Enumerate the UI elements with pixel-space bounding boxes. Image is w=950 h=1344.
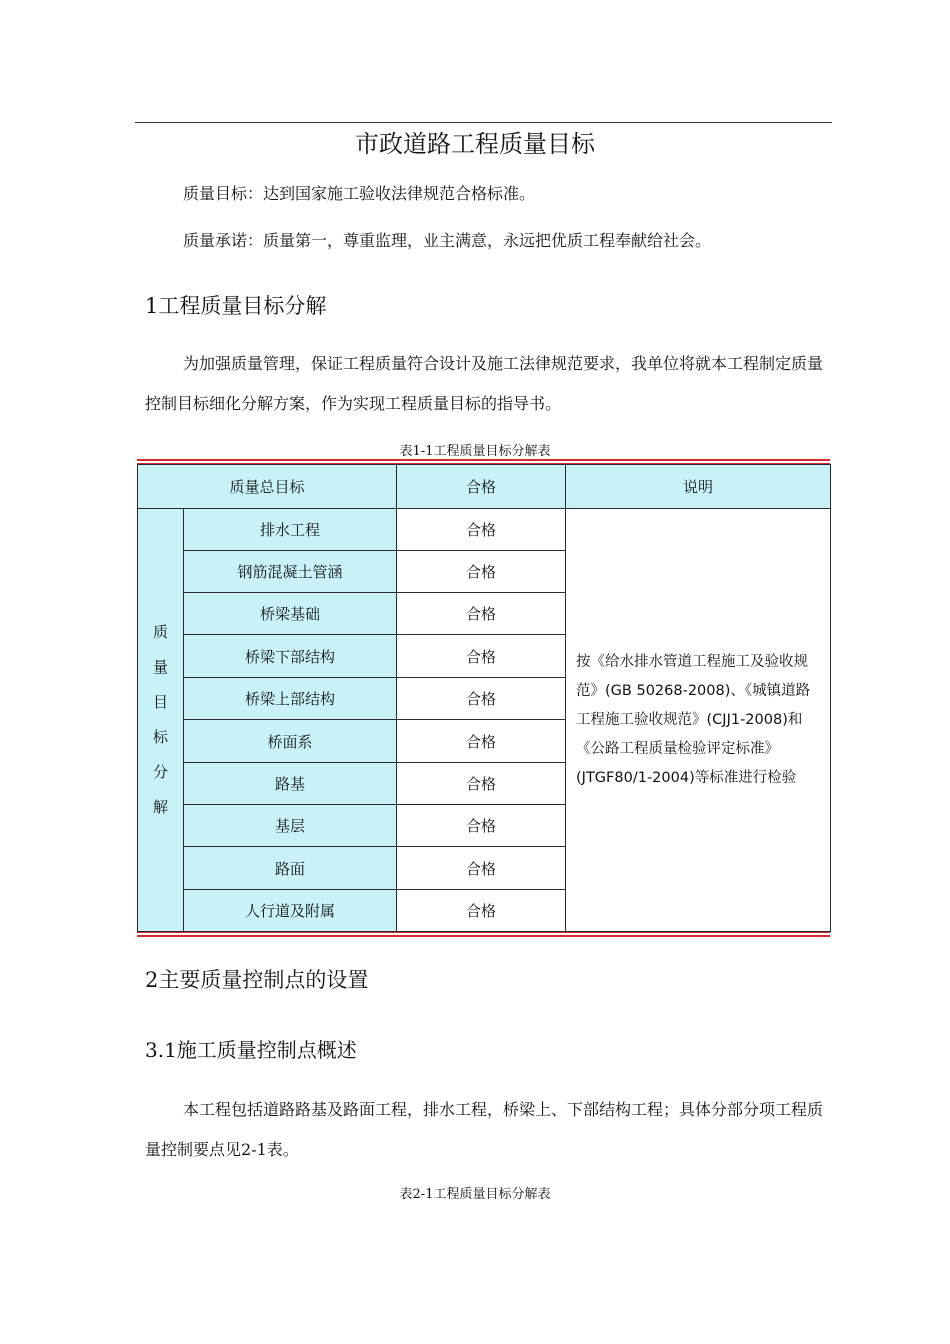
row-item: 基层 bbox=[184, 805, 397, 847]
quality-promise-text: 质量承诺：质量第一，尊重监理，业主满意，永远把优质工程奉献给社会。 bbox=[183, 231, 712, 250]
side-char: 目 bbox=[152, 693, 168, 711]
quality-target-table bbox=[137, 459, 830, 937]
row-result: 合格 bbox=[397, 593, 566, 635]
quality-goal-text: 质量目标：达到国家施工验收法律规范合格标准。 bbox=[183, 184, 536, 203]
table1-caption: 表1-1工程质量目标分解表 bbox=[399, 444, 551, 459]
table1-grid bbox=[137, 464, 831, 932]
row-result: 合格 bbox=[397, 678, 566, 720]
row-item: 桥面系 bbox=[184, 720, 397, 763]
side-char: 量 bbox=[152, 658, 168, 676]
side-char: 质 bbox=[152, 623, 168, 641]
table-bottom-rule bbox=[137, 932, 830, 937]
row-result: 合格 bbox=[397, 890, 566, 932]
section1-paragraph: 为加强质量管理，保证工程质量符合设计及施工法律规范要求，我单位将就本工程制定质量控制目标细化分解方案，作为实现工程质量目标的指导书。 bbox=[145, 354, 824, 413]
header-total-goal: 质量总目标 bbox=[138, 465, 397, 509]
standards-note: 按《给水排水管道工程施工及验收规范》(GB 50268-2008)、《城镇道路工程施工验收规范》(CJJ1-2008)和《公路工程质量检验评定标准》(JTGF80/1-2004)等标准进行检验 bbox=[566, 509, 831, 932]
row-item: 人行道及附属 bbox=[184, 890, 397, 932]
header-rule bbox=[135, 122, 832, 123]
row-result: 合格 bbox=[397, 763, 566, 805]
row-result: 合格 bbox=[397, 551, 566, 593]
row-result: 合格 bbox=[397, 509, 566, 551]
side-char: 分 bbox=[152, 763, 168, 781]
row-result: 合格 bbox=[397, 635, 566, 678]
side-char: 解 bbox=[152, 798, 168, 816]
section3-1-heading: 3.1施工质量控制点概述 bbox=[145, 1038, 357, 1062]
row-item: 路基 bbox=[184, 763, 397, 805]
header-result: 合格 bbox=[397, 465, 566, 509]
side-label-cell bbox=[138, 509, 184, 932]
row-item: 桥梁基础 bbox=[184, 593, 397, 635]
section2-heading: 2主要质量控制点的设置 bbox=[145, 968, 369, 992]
row-item: 桥梁上部结构 bbox=[184, 678, 397, 720]
row-result: 合格 bbox=[397, 847, 566, 890]
row-item: 桥梁下部结构 bbox=[184, 635, 397, 678]
row-result: 合格 bbox=[397, 805, 566, 847]
table2-caption: 表2-1工程质量目标分解表 bbox=[399, 1187, 551, 1202]
side-char: 标 bbox=[152, 728, 168, 746]
row-item: 钢筋混凝土管涵 bbox=[184, 551, 397, 593]
page-title: 市政道路工程质量目标 bbox=[355, 130, 595, 158]
row-item: 路面 bbox=[184, 847, 397, 890]
section1-heading: 1工程质量目标分解 bbox=[145, 294, 327, 318]
header-note: 说明 bbox=[566, 465, 831, 509]
row-result: 合格 bbox=[397, 720, 566, 763]
section3-1-paragraph: 本工程包括道路路基及路面工程，排水工程，桥梁上、下部结构工程；具体分部分项工程质量控制要点见2-1表。 bbox=[145, 1100, 824, 1159]
row-item: 排水工程 bbox=[184, 509, 397, 551]
